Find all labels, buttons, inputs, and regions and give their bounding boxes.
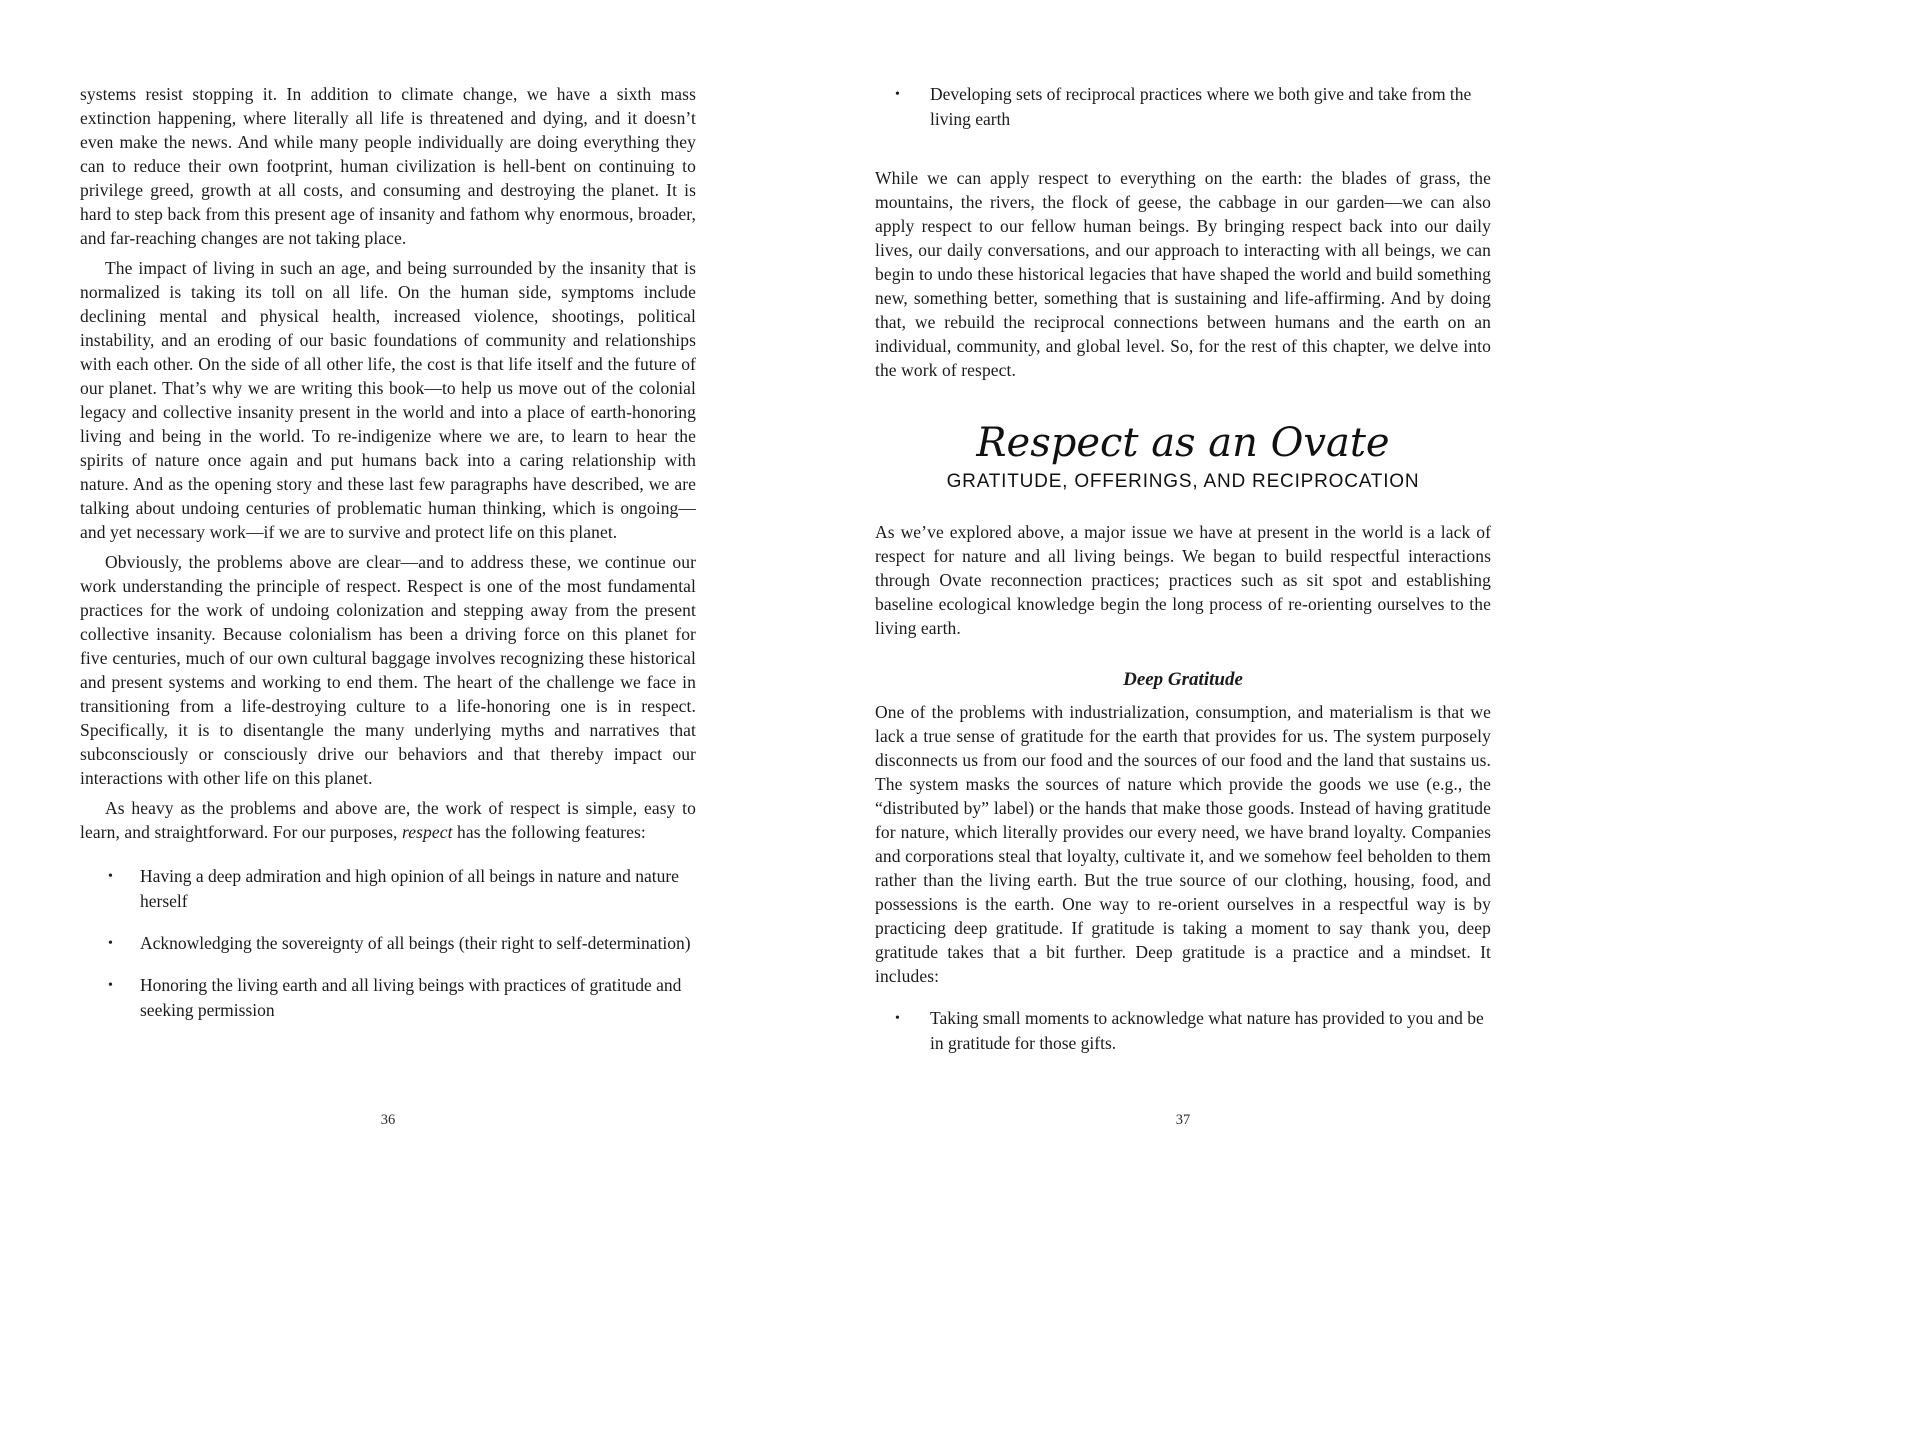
paragraph: The impact of living in such an age, and being surrounded by the insanity that is normalized is taking its toll on all life. On the human side, symptoms include declining mental and physical health, increased violence, shootings, political instability, and an eroding of our basic foundations of community and relationships with each other. On the side of all other life, the cost is that life itself and the future of our planet. That’s why we are writing this book—to help us move out of the colonial legacy and collective insanity present in the world and into a place of earth-honoring living and being in the world. To re-indigenize where we are, to learn to hear the spirits of nature once again and put humans back into a caring relationship with nature. And as the opening story and these last few paragraphs have described, we are talking about undoing centuries of problematic human thinking, which is ongoing—and yet necessary work—if we are to survive and protect life on this planet. [80,258,696,542]
list-item-text: Honoring the living earth and all living beings with practices of gratitude and seeking permission [140,975,682,1020]
paragraph: As we’ve explored above, a major issue we have at present in the world is a lack of respect for nature and all living beings. We began to build respectful interactions through Ovate reconnection practices; practices such as sit spot and establishing baseline ecological knowledge begin the long process of re-orienting ourselves to the living earth. [875,522,1491,638]
bullet-list [80,864,696,1023]
paragraph: systems resist stopping it. In addition to climate change, we have a sixth mass extinction happening, where literally all life is threatened and dying, and it doesn’t even make the news. And while many people individually are doing everything they can to reduce their own footprint, human civilization is hell-bent on continuing to privilege greed, growth at all costs, and consuming and destroying the planet. It is hard to step back from this present age of insanity and fathom why enormous, broader, and far-reaching changes are not taking place. [80,84,696,248]
list-item-text: Taking small moments to acknowledge what nature has provided to you and be in gratitude for those gifts. [930,1008,1484,1053]
paragraph: One of the problems with industrialization, consumption, and materialism is that we lack a true sense of gratitude for the earth that provides for us. The system purposely disconnects us from our food and the sources of our food and the land that sustains us. The system masks the sources of nature which provide the goods we use (e.g., the “distributed by” label) or the hands that make those goods. Instead of having gratitude for nature, which literally provides our every need, we have brand loyalty. Companies and corporations steal that loyalty, cultivate it, and we somehow feel beholden to them rather than the living earth. But the true source of our clothing, housing, food, and possessions is the earth. One way to re-orient ourselves in a respectful way is by practicing deep gratitude. If gratitude is taking a moment to say thank you, deep gratitude takes that a bit further. Deep gratitude is a practice and a mindset. It includes: [875,702,1491,986]
bullet-icon: • [108,978,113,993]
list-item-text: Having a deep admiration and high opinion of all beings in nature and nature herself [140,866,679,911]
bullet-icon: • [895,1011,900,1026]
page-left [80,82,696,1040]
list-item [80,864,696,914]
paragraph-text: As heavy as the problems and above are, the work of respect is simple, easy to learn, and straightforward. For our purposes, [80,798,696,842]
list-item-text: Acknowledging the sovereignty of all beings (their right to self-determination) [140,933,691,953]
subsection-heading: Deep Gratitude [1123,669,1243,690]
list-item [875,82,1491,132]
paragraph [80,796,696,844]
page-number-right: 37 [1175,1112,1191,1128]
bullet-icon: • [108,869,113,884]
paragraph: While we can apply respect to everything on the earth: the blades of grass, the mountains, the rivers, the flock of geese, the cabbage in our garden—we can also apply respect to our fellow human beings. By bringing respect back into our daily lives, our daily conversations, and our approach to interacting with all beings, we can begin to undo these historical legacies that have shaped the world and build something new, something better, something that is sustaining and life-affirming. And by doing that, we rebuild the reciprocal connections between humans and the earth on an individual, community, and global level. So, for the rest of this chapter, we delve into the work of respect. [875,168,1491,380]
page-number-left: 36 [380,1112,396,1128]
list-item [80,973,696,1023]
emphasized-word: respect [401,822,453,842]
list-item [875,1006,1491,1056]
list-item-text: Developing sets of reciprocal practices where we both give and take from the living earth [930,84,1472,129]
list-item [80,931,696,956]
bullet-icon: • [108,936,113,951]
section-heading: Respect as an Ovate [976,420,1390,466]
page-right [875,82,1491,1073]
section-subheading: GRATITUDE, OFFERINGS, AND RECIPROCATION [946,471,1420,492]
bullet-icon: • [895,87,900,102]
paragraph: Obviously, the problems above are clear—and to address these, we continue our work understanding the principle of respect. Respect is one of the most fundamental practices for the work of undoing colonization and stepping away from the present collective insanity. Because colonialism has been a driving force on this planet for five centuries, much of our own cultural baggage involves recognizing these historical and present systems and working to end them. The heart of the challenge we face in transitioning from a life-destroying culture to a life-honoring one is in respect. Specifically, it is to disentangle the many underlying myths and narratives that subconsciously or consciously drive our behaviors and that thereby impact our interactions with other life on this planet. [80,552,696,788]
paragraph-text: has the following features: [452,822,646,842]
